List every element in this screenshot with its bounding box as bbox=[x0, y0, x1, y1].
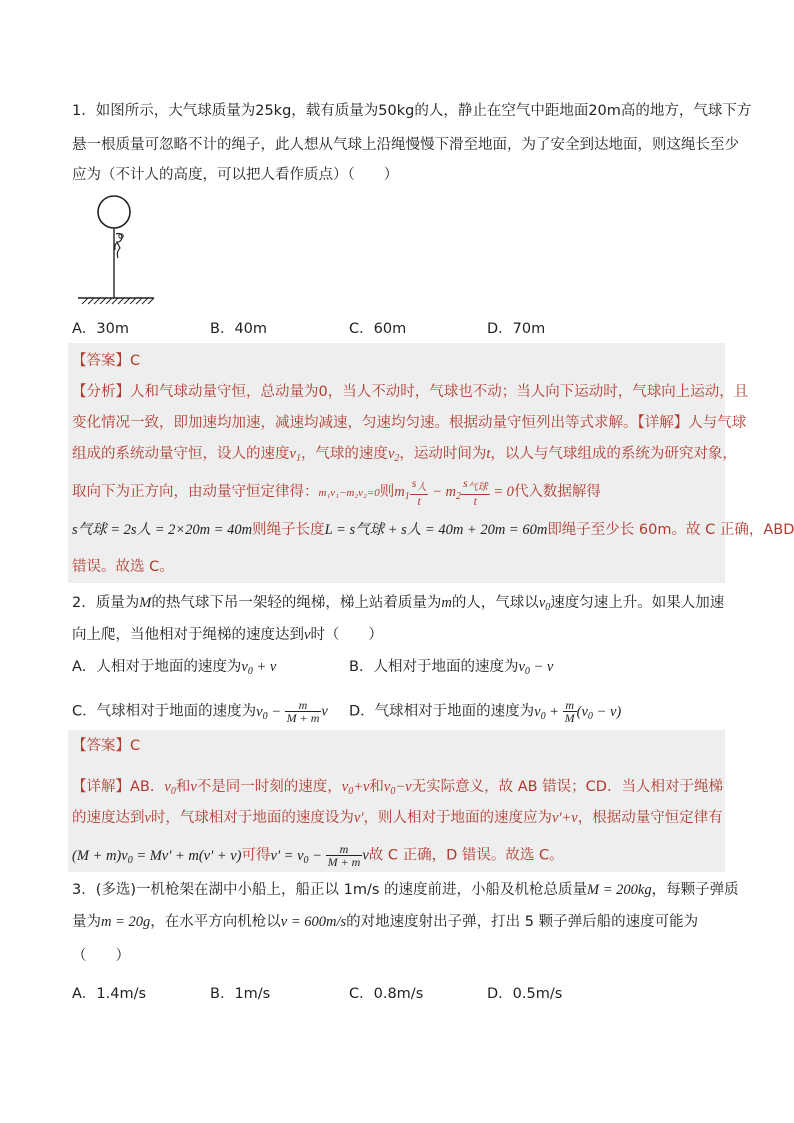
q1-stem-line-1: 1．如图所示，大气球质量为25kg，载有质量为50kg的人，静止在空气中距地面20m高的地方，气球下方 bbox=[72, 103, 752, 119]
q1-analysis-line-5: s气球 = 2s人 = 2×20m = 40m则绳子长度L = s气球 + s人 = 40m + 20m = 60m即绳子至少长 60m。故 C 正确，ABD bbox=[72, 522, 794, 538]
q1-option-b[interactable]: B．40m bbox=[210, 321, 268, 337]
q2-stem-line-1: 2．质量为M的热气球下吊一架轻的绳梯，梯上站着质量为m的人，气球以$v_0$速度匀速上升。如果人加速 bbox=[72, 595, 725, 613]
q2-answer: 【答案】C bbox=[72, 738, 141, 754]
q2-option-d[interactable]: D．气球相对于地面的速度为$v_0$ + $\frac{m}{M}$ $(v_0 - v)$ bbox=[349, 698, 622, 725]
q2-stem-line-2: 向上爬，当他相对于绳梯的速度达到v时（ ） bbox=[72, 627, 383, 643]
q3-option-a[interactable]: A．1.4m/s bbox=[72, 986, 147, 1002]
q1-analysis-line-1: 【分析】人和气球动量守恒，总动量为0，当人不动时，气球也不动；当人向下运动时，气球向上运动，且 bbox=[72, 384, 749, 400]
q2-option-a[interactable]: A．人相对于地面的速度为$v_0 + v$ bbox=[72, 659, 277, 677]
q1-option-a[interactable]: A．30m bbox=[72, 321, 129, 337]
q1-analysis-line-4: 取向下为正方向，由动量守恒定律得：m₁v₁−m₂v₂=0则$m_1$ $\frac{s_人}{t}$ − $m_2$ $\frac{s_{气球}}{t}$ = 0代入数据解得 bbox=[72, 476, 601, 508]
q1-analysis-line-2: 变化情况一致，即加速均加速，减速均减速，匀速均匀速。根据动量守恒列出等式求解。【详解】人与气球 bbox=[72, 415, 747, 431]
balloon-figure bbox=[74, 190, 158, 308]
q2-option-b[interactable]: B．人相对于地面的速度为$v_0 - v$ bbox=[349, 659, 554, 677]
q2-option-c[interactable]: C．气球相对于地面的速度为$v_0$ − $\frac{m}{M + m}$ v bbox=[72, 698, 328, 725]
q1-option-d[interactable]: D．70m bbox=[487, 321, 546, 337]
q1-analysis-line-3: 组成的系统动量守恒，设人的速度$v_1$，气球的速度$v_2$，运动时间为t，以人与气球组成的系统为研究对象， bbox=[72, 446, 737, 464]
q2-detail-line-2: 的速度达到v时，气球相对于地面的速度设为v'，则人相对于地面的速度应为v'+v，根据动量守恒定律有 bbox=[72, 810, 723, 826]
q3-stem-line-3: （ ） bbox=[72, 948, 130, 964]
q3-option-c[interactable]: C．0.8m/s bbox=[349, 986, 424, 1002]
q2-detail-line-3: $(M + m)v_0 = Mv' + m(v' + v)$可得$v' = v_0$ − $\frac{m}{M + m}$ v故 C 正确，D 错误。故选 C。 bbox=[72, 842, 564, 869]
q1-answer-block bbox=[68, 343, 794, 583]
q1-option-c[interactable]: C．60m bbox=[349, 321, 407, 337]
q1-answer: 【答案】C bbox=[72, 353, 141, 369]
q1-stem-line-3: 应为（不计人的高度，可以把人看作质点）（ ） bbox=[72, 167, 399, 183]
q2-answer-block bbox=[68, 730, 725, 872]
q1-stem-line-2: 悬一根质量可忽略不计的绳子，此人想从气球上沿绳慢慢下滑至地面，为了安全到达地面，则这绳长至少 bbox=[72, 137, 739, 153]
q1-analysis-line-6: 错误。故选 C。 bbox=[72, 559, 174, 575]
q3-option-d[interactable]: D．0.5m/s bbox=[487, 986, 563, 1002]
q3-stem-line-2: 量为m = 20g，在水平方向机枪以v = 600m/s的对地速度射出子弹，打出 5 颗子弹后船的速度可能为 bbox=[72, 914, 699, 930]
q2-detail-line-1: 【详解】AB．$v_0$和v不是同一时刻的速度，$v_0+v$和$v_0-v$无实际意义，故 AB 错误；CD．当人相对于绳梯 bbox=[72, 779, 723, 797]
q3-stem-line-1: 3．(多选)一机枪架在湖中小船上，船正以 1m/s 的速度前进，小船及机枪总质量M = 200kg，每颗子弹质 bbox=[72, 882, 739, 898]
q3-option-b[interactable]: B．1m/s bbox=[210, 986, 271, 1002]
